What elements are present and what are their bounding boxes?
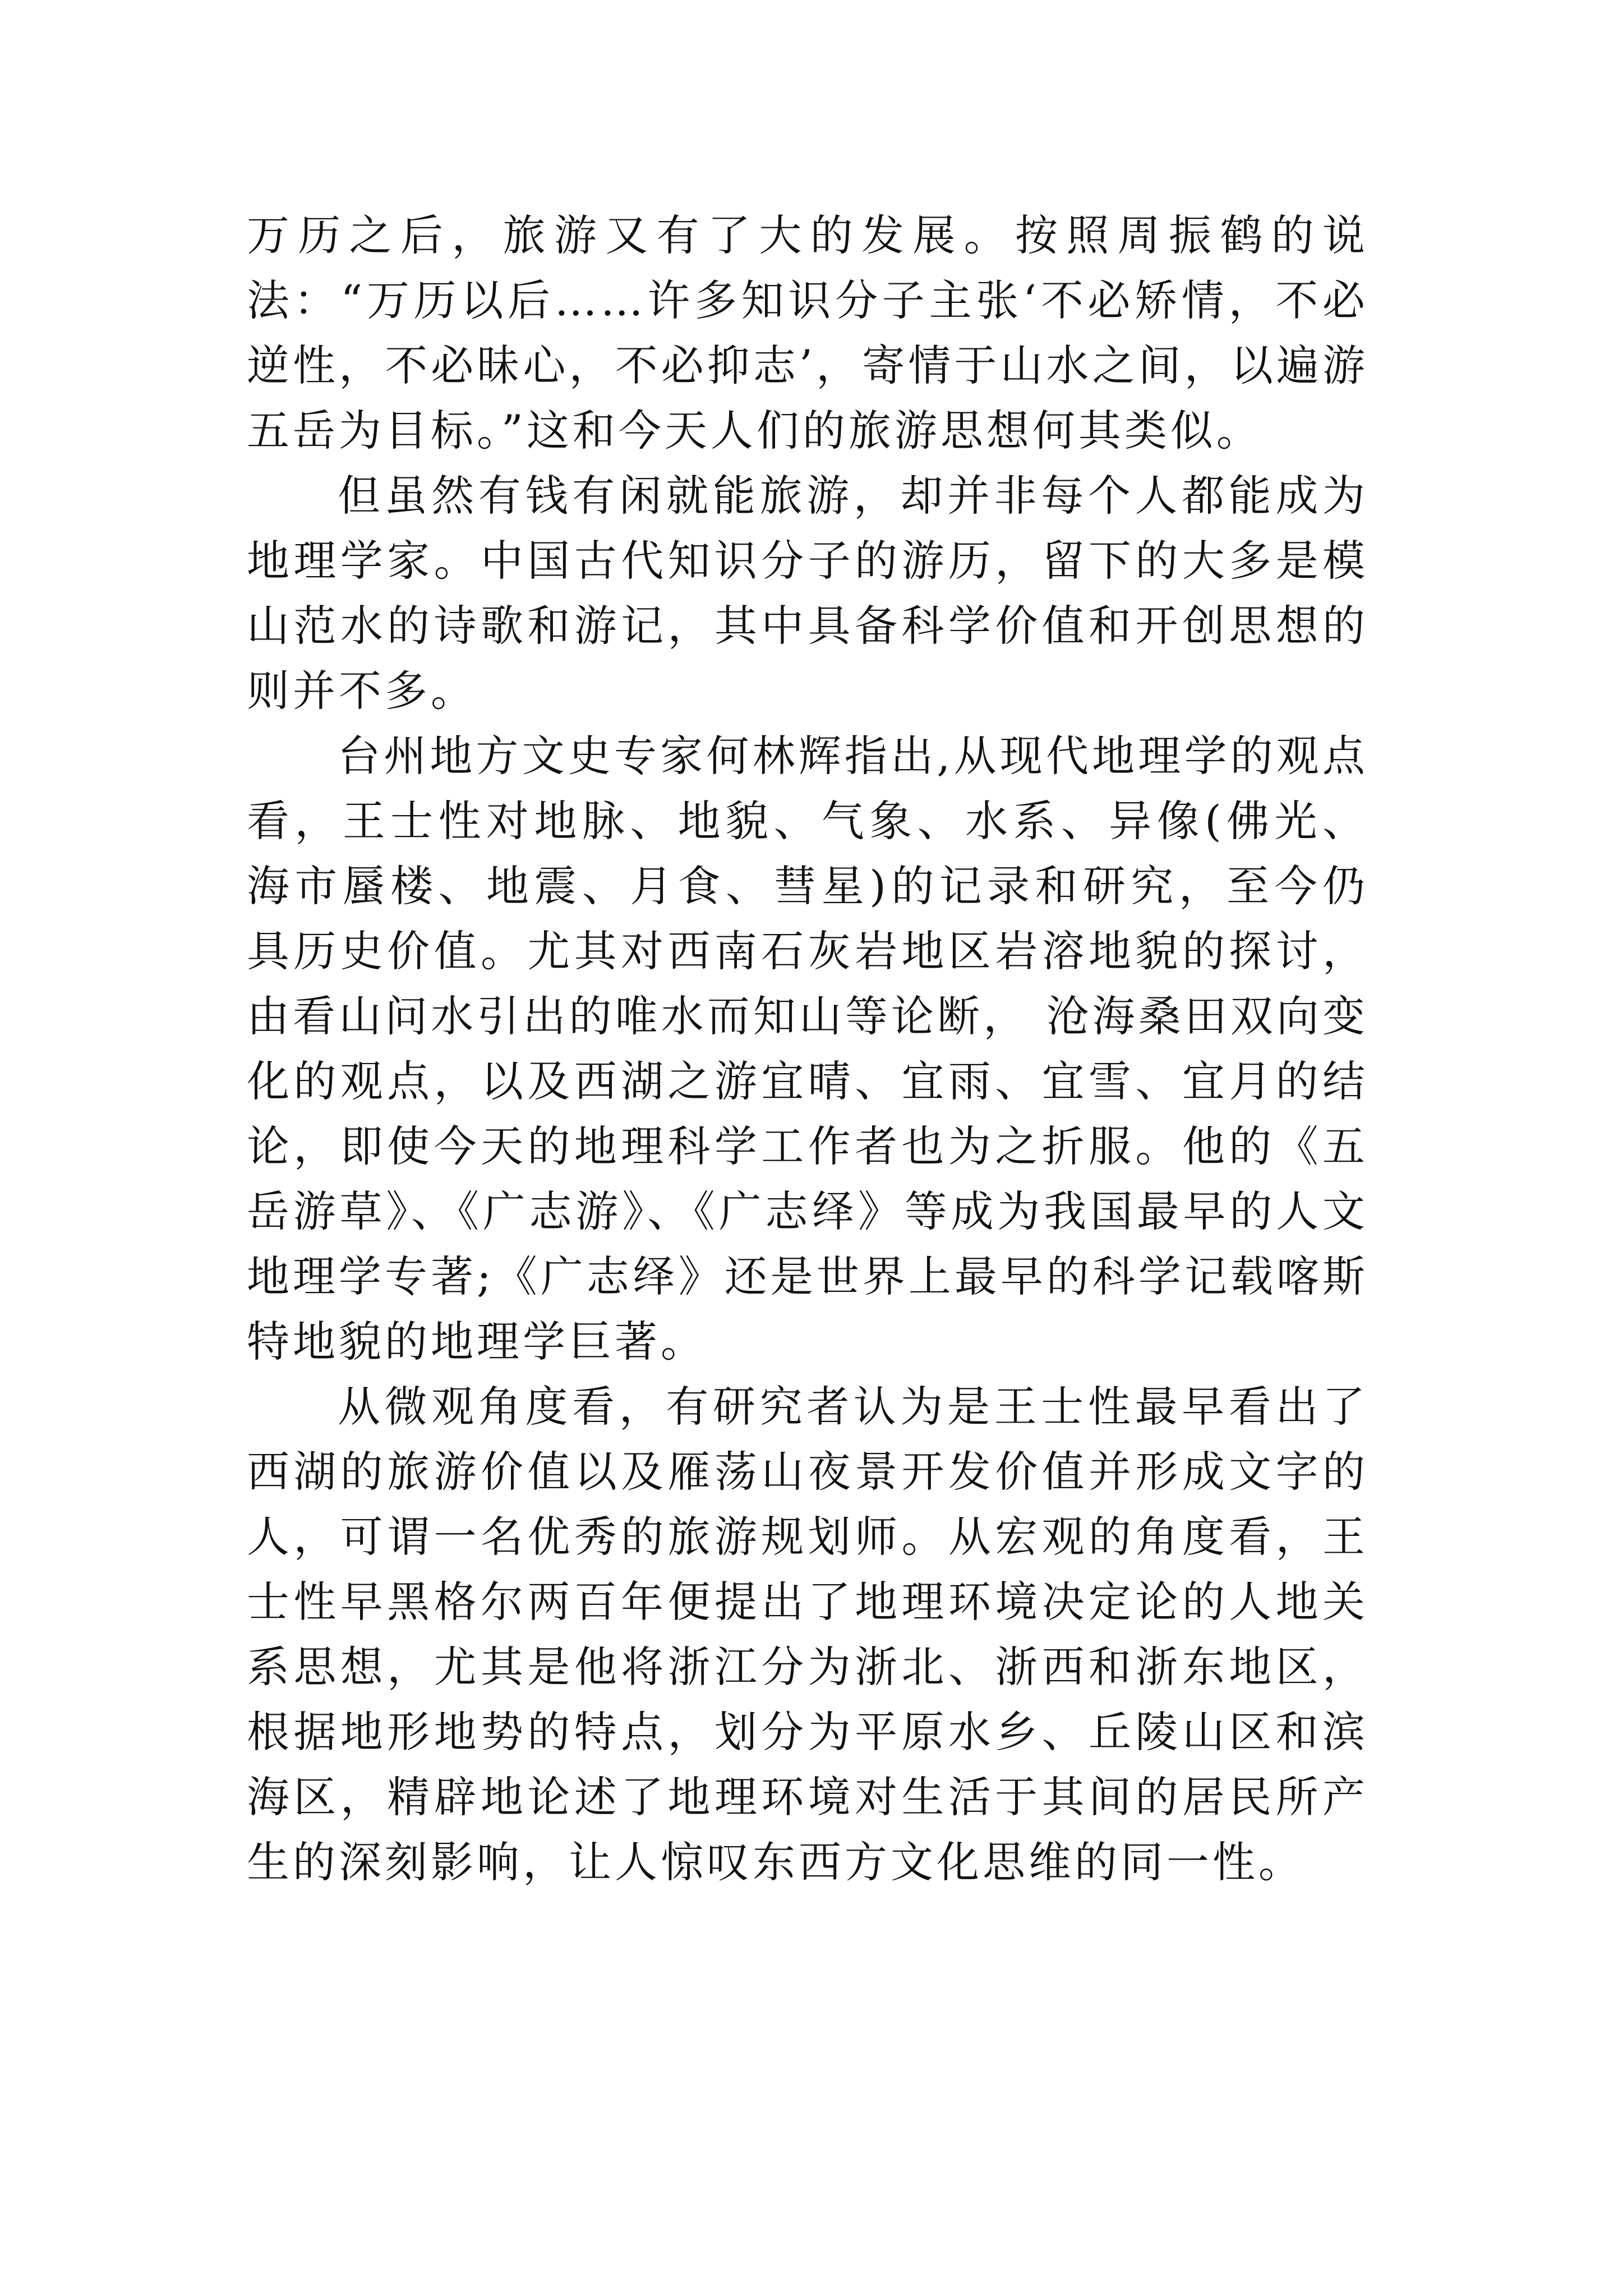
paragraph-4: 从微观角度看，有研究者认为是王士性最早看出了西湖的旅游价值以及雁荡山夜景开发价值并形成文字的人，可谓一名优秀的旅游规划师。从宏观的角度看，王士性早黑格尔两百年便提出了地理环境决定论的人地关系思想，尤其是他将浙江分为浙北、浙西和浙东地区，根据地形地势的特点，划分为平原水乡、丘陵山区和滨海区，精辟地论述了地理环境对生活于其间的居民所产生的深刻影响，让人惊叹东西方文化思维的同一性。 bbox=[247, 1382, 1368, 1887]
body-text bbox=[247, 203, 1368, 1895]
paragraph-continuation: 万历之后，旅游又有了大的发展。按照周振鹤的说法：“万历以后……许多知识分子主张‘不必矫情，不必逆性，不必昧心，不必抑志’，寄情于山水之间，以遍游五岳为目标。”这和今天人们的旅游思想何其类似。 bbox=[247, 210, 1368, 455]
paragraph-2: 但虽然有钱有闲就能旅游，却并非每个人都能成为地理学家。中国古代知识分子的游历，留下的大多是模山范水的诗歌和游记，其中具备科学价值和开创思想的则并不多。 bbox=[247, 471, 1368, 716]
paragraph-3: 台州地方文史专家何林辉指出,从现代地理学的观点看，王士性对地脉、地貌、气象、水系、异像(佛光、海市蜃楼、地震、月食、彗星)的记录和研究，至今仍具历史价值。尤其对西南石灰岩地区岩溶地貌的探讨，由看山问水引出的唯水而知山等论断， 沧海桑田双向变化的观点，以及西湖之游宜晴、宜雨、宜雪、宜月的结论，即使今天的地理科学工作者也为之折服。他的《五岳游草》、《广志游》、《广志绎》等成为我国最早的人文地理学专著;《广志绎》还是世界上最早的科学记载喀斯特地貌的地理学巨著。 bbox=[247, 731, 1368, 1366]
